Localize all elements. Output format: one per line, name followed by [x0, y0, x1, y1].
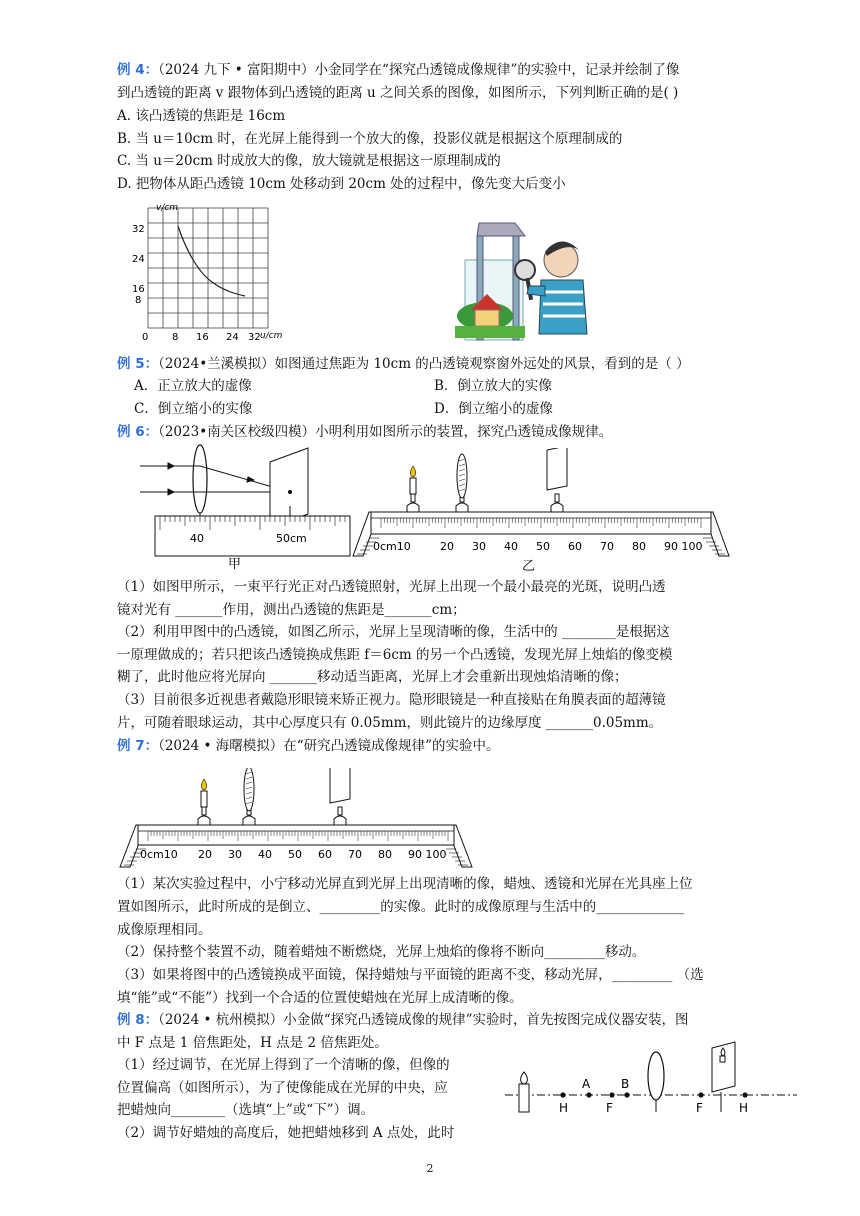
ex8-stem-text: （2024 • 杭州模拟）小金做“探究凸透镜成像的规律”实验时，首先按图完成仪器安装，图: [158, 1012, 689, 1028]
ex5-stem-text: （2024•兰溪模拟）如图通过焦距为 10cm 的凸透镜观察窗外远处的风景，看到的是（ ）: [158, 356, 690, 372]
ruler: [155, 516, 350, 556]
ex4-option-d: D. 把物体从距凸透镜 10cm 处移动到 20cm 处的过程中，像先变大后变小: [117, 176, 566, 192]
ex4-vu-graph: [120, 200, 285, 345]
ex4-option-a: A. 该凸透镜的焦距是 16cm: [117, 108, 286, 124]
convex-lens: [244, 768, 254, 811]
xtick-32: 32: [248, 332, 261, 343]
candle-icon: [410, 478, 416, 494]
ex6-q2-line1: （2）利用甲图中的凸透镜，如图乙所示，光屏上呈现清晰的像，生活中的 ________是根据这: [117, 624, 670, 640]
xtick-24: 24: [226, 332, 239, 343]
graph-xlabel: u/cm: [260, 331, 283, 341]
ex6-figure-a-focal-length: [130, 444, 355, 572]
bench-b-tick-20: 20: [440, 540, 454, 553]
ytick-32: 32: [132, 224, 145, 235]
figure-b-caption: 乙: [522, 559, 536, 574]
ex4-label: 例 4：: [117, 62, 159, 78]
ex8-figure-focal-points: [505, 1040, 800, 1125]
bench-b-tick-80: 80: [632, 540, 646, 553]
ex6-stem-text: （2023•南关区校级四模）小明利用如图所示的装置，探究凸透镜成像规律。: [158, 424, 613, 440]
page-number: 2: [426, 1162, 434, 1175]
point-label-b: B: [621, 1077, 630, 1091]
ex6-q1-line1: （1）如图甲所示，一束平行光正对凸透镜照射，光屏上出现一个最小最亮的光斑，说明凸透: [117, 579, 666, 595]
convex-lens: [457, 454, 467, 498]
ex4-stem-line1: [117, 60, 679, 80]
ex8-q1-line3: 把蜡烛向________（选填“上”或“下”）调。: [117, 1102, 375, 1118]
ex5-stem: [117, 354, 690, 374]
point-label-f-right: F: [696, 1101, 703, 1115]
bench-b-tick-0: 0cm10: [373, 540, 411, 553]
ex4-stem-line2: 到凸透镜的距离 v 跟物体到凸透镜的距离 u 之间关系的图像，如图所示，下列判断正确的是( ): [117, 85, 679, 101]
ex7-q1-line1: （1）某次实验过程中，小宁移动光屏直到光屏上出现清晰的像，蜡烛、透镜和光屏在光具座上位: [117, 876, 693, 892]
xtick-0: 0: [142, 332, 149, 343]
ex5-boy-magnifier-illustration: [455, 218, 595, 346]
ex8-stem-line1: [117, 1010, 689, 1030]
convex-lens: [193, 445, 207, 513]
convex-lens: [648, 1052, 664, 1100]
ytick-16: 16: [132, 284, 145, 295]
ex5-option-c: C．倒立缩小的实像: [134, 401, 253, 417]
ex5-option-d: D．倒立缩小的虚像: [434, 401, 553, 417]
ex8-label: 例 8：: [117, 1012, 159, 1028]
boy-shirt: [539, 280, 587, 334]
bench-b-tick-30: 30: [472, 540, 486, 553]
ex5-option-b: B．倒立放大的实像: [434, 378, 552, 394]
bench-c-tick-70: 70: [348, 848, 362, 861]
magnifier-icon: [515, 260, 535, 280]
bench-c-tick-20: 20: [198, 848, 212, 861]
bench-b-tick-50: 50: [536, 540, 550, 553]
point-label-f-left: F: [606, 1101, 613, 1115]
window-top: [477, 223, 525, 236]
ex8-q2-line1: （2）调节好蜡烛的高度后，她把蜡烛移到 A 点处，此时: [117, 1125, 455, 1141]
ex7-q3-line1: （3）如果将图中的凸透镜换成平面镜，保持蜡烛与平面镜的距离不变，移动光屏，_________ （选: [117, 967, 704, 983]
ex4-stem-text: （2024 九下 • 富阳期中）小金同学在“探究凸透镜成像规律”的实验中，记录并绘制了像: [158, 62, 680, 78]
bench-b-tick-70: 70: [600, 540, 614, 553]
light-screen: [330, 768, 350, 803]
ex6-q2-line3: 糊了，此时他应将光屏向 _______移动适当距离，光屏上才会重新出现烛焰清晰的像；: [117, 669, 628, 685]
bench-c-tick-40: 40: [258, 848, 272, 861]
ex7-q2: （2）保持整个装置不动，随着蜡烛不断燃烧，光屏上烛焰的像将不断向_________移动。: [117, 944, 646, 960]
ex6-stem: [117, 422, 612, 442]
bench-c-tick-30: 30: [228, 848, 242, 861]
candle-icon: [519, 1084, 529, 1112]
ex8-q1-line1: （1）经过调节，在光屏上得到了一个清晰的像，但像的: [117, 1057, 450, 1073]
point-label-a: A: [582, 1077, 591, 1091]
ex7-optical-bench: [112, 768, 482, 868]
ex6-q3-line1: （3）目前很多近视患者戴隐形眼镜来矫正视力。隐形眼镜是一种直接贴在角膜表面的超薄镜: [117, 692, 666, 708]
point-label-h-right: H: [739, 1101, 749, 1115]
ytick-8: 8: [135, 295, 142, 306]
xtick-16: 16: [196, 332, 209, 343]
bench-b-tick-40: 40: [504, 540, 518, 553]
bench-c-tick-90-100: 90 100: [408, 848, 447, 861]
light-screen: [547, 448, 567, 490]
bench-c-tick-50: 50: [288, 848, 302, 861]
ex5-option-a: A．正立放大的虚像: [134, 378, 252, 394]
point-label-h-left: H: [559, 1101, 569, 1115]
ex7-stem-text: （2024 • 海曙模拟）在“研究凸透镜成像规律”的实验中。: [158, 738, 500, 754]
xtick-8: 8: [172, 332, 179, 343]
bench-b-tick-60: 60: [568, 540, 582, 553]
figure-a-caption: 甲: [228, 557, 242, 572]
ruler-tick-50: 50cm: [276, 532, 307, 545]
ex4-option-c: C. 当 u＝20cm 时成放大的像，放大镜就是根据这一原理制成的: [117, 153, 501, 169]
candle-icon: [201, 791, 207, 807]
vu-curve: [178, 226, 245, 296]
bench-c-tick-0: 0cm10: [140, 848, 178, 861]
ex8-stem-line2: 中 F 点是 1 倍焦距处，H 点是 2 倍焦距处。: [117, 1035, 388, 1051]
bench-rail: [138, 825, 454, 845]
ex7-q1-line3: 成像原理相同。: [117, 922, 212, 938]
ex5-label: 例 5：: [117, 356, 159, 372]
ex6-label: 例 6：: [117, 424, 159, 440]
ex6-q2-line2: 一原理做成的；若只把该凸透镜换成焦距 f＝6cm 的另一个凸透镜，发现光屏上烛焰的像变模: [117, 647, 673, 663]
ytick-24: 24: [132, 254, 145, 265]
bench-c-tick-80: 80: [378, 848, 392, 861]
ex7-q3-line2: 填“能”或“不能”）找到一个合适的位置使蜡烛在光屏上成清晰的像。: [117, 990, 523, 1006]
ex7-stem: [117, 736, 500, 756]
ex7-label: 例 7：: [117, 738, 159, 754]
ruler-tick-40: 40: [190, 532, 204, 545]
graph-ylabel: v/cm: [156, 203, 179, 213]
ex6-figure-b-optical-bench: [345, 448, 740, 574]
ex7-q1-line2: 置如图所示，此时所成的是倒立、_________的实像。此时的成像原理与生活中的_____________: [117, 899, 684, 915]
ex4-option-b: B. 当 u＝10cm 时，在光屏上能得到一个放大的像，投影仪就是根据这个原理制成的: [117, 131, 623, 147]
ex6-q1-line2: 镜对光有 _______作用，测出凸透镜的焦距是_______cm；: [117, 602, 466, 618]
bench-b-tick-90-100: 90 100: [664, 540, 703, 553]
ex6-q3-line2: 片，可随着眼球运动，其中心厚度只有 0.05mm，则此镜片的边缘厚度 _______0.05mm。: [117, 715, 663, 731]
bench-c-tick-60: 60: [318, 848, 332, 861]
ex8-q1-line2: 位置偏高（如图所示），为了使像能成在光屏的中央，应: [117, 1080, 448, 1096]
